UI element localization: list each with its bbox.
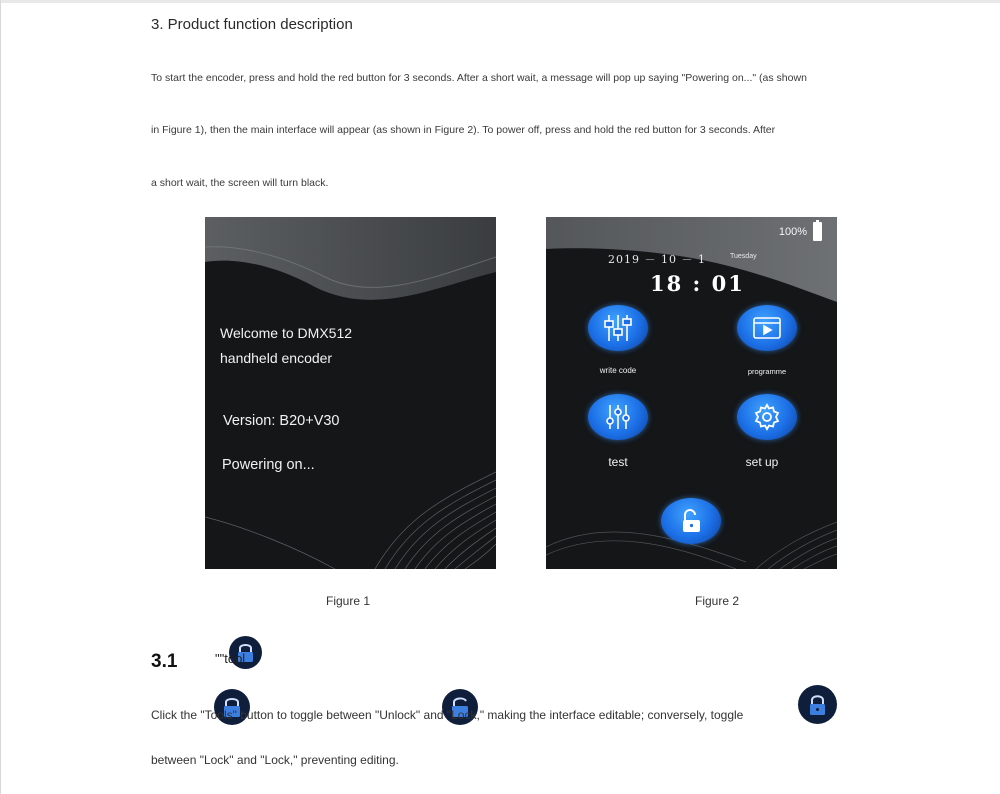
- unlock-icon: [676, 506, 706, 536]
- figure2-main-screen: [546, 217, 837, 569]
- welcome-line-2: handheld encoder: [220, 350, 333, 366]
- setup-label: set up: [745, 455, 779, 469]
- subsection-line-2: between "Lock" and "Lock," preventing editing.: [151, 753, 399, 767]
- write-code-icon: [603, 313, 633, 343]
- programme-label: programme: [747, 367, 787, 376]
- subsection-title: ""tool: [215, 651, 246, 666]
- write-code-button[interactable]: [588, 305, 648, 351]
- lock-icon: [798, 685, 837, 724]
- powering-on-text: Powering on...: [222, 457, 315, 473]
- clock-display: 18 : 01: [650, 271, 745, 296]
- version-text: Version: B20+V30: [223, 413, 340, 429]
- battery-icon: [813, 222, 822, 241]
- figure2-caption: Figure 2: [695, 594, 740, 608]
- subsection-line-1: Click the "Tools" button to toggle between "Unlock" and "Lock," making the interface editable; conversely, toggle: [151, 708, 744, 722]
- page-left-border: [0, 0, 1, 794]
- subsection-number: 3.1: [151, 651, 178, 672]
- figure1-boot-screen: [205, 217, 496, 569]
- unlock-button[interactable]: [661, 498, 721, 544]
- paragraph-line-2: in Figure 1), then the main interface will appear (as shown in Figure 2). To power off, press and hold the red button for 3 seconds. After: [151, 124, 776, 136]
- test-button[interactable]: [588, 394, 648, 440]
- write-code-label: write code: [599, 366, 637, 375]
- welcome-line-1: Welcome to DMX512: [220, 325, 353, 341]
- gear-icon: [752, 402, 782, 432]
- boot-screen-background: [205, 217, 496, 569]
- paragraph-line-1: To start the encoder, press and hold the red button for 3 seconds. After a short wait, a message will pop up saying "Powering on..." (as shown: [151, 72, 807, 84]
- page-top-border: [0, 0, 1000, 3]
- test-label: test: [608, 455, 628, 469]
- date-display: 2019 － 10 － 1: [608, 253, 706, 266]
- setup-button[interactable]: [737, 394, 797, 440]
- weekday-display: Tuesday: [730, 253, 757, 260]
- figure1-caption: Figure 1: [326, 594, 371, 608]
- paragraph-line-3: a short wait, the screen will turn black.: [151, 177, 329, 189]
- section-heading: 3. Product function description: [151, 16, 353, 33]
- programme-icon: [752, 313, 782, 343]
- test-sliders-icon: [603, 402, 633, 432]
- battery-percent: 100%: [778, 226, 807, 238]
- inline-lock-badge: [798, 685, 837, 724]
- programme-button[interactable]: [737, 305, 797, 351]
